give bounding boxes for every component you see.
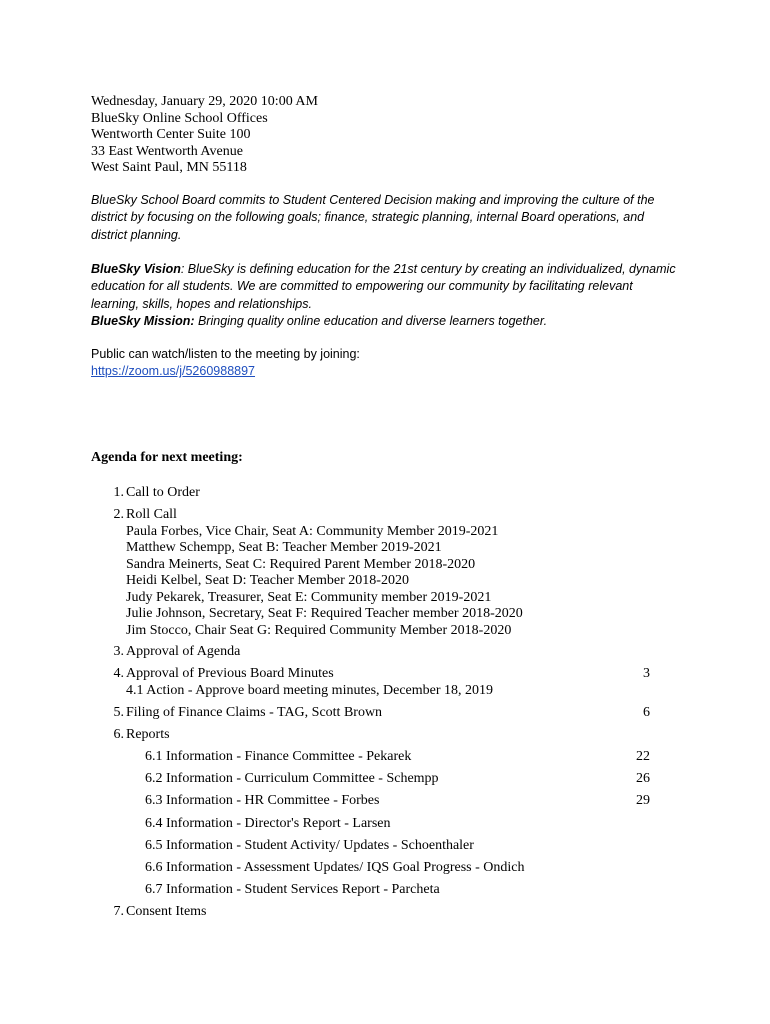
item-label: Reports — [126, 727, 170, 742]
public-text: Public can watch/listen to the meeting by joining: — [91, 347, 360, 361]
meeting-datetime: Wednesday, January 29, 2020 10:00 AM — [91, 94, 318, 109]
item-number: 4. — [113, 666, 124, 681]
mission-label: BlueSky Mission: — [91, 313, 195, 328]
item-page: 3 — [643, 666, 650, 681]
mission-line — [91, 313, 676, 330]
report-page: 29 — [636, 793, 650, 808]
vision-text: : BlueSky is defining education for the 21st century by creating an individualized, dynamic — [180, 262, 676, 276]
agenda-title: Agenda for next meeting: — [91, 450, 243, 465]
report-label: 6.3 Information - HR Committee - Forbes — [145, 793, 380, 808]
report-page: 22 — [636, 749, 650, 764]
meeting-city: West Saint Paul, MN 55118 — [91, 160, 247, 176]
commitment-line: BlueSky School Board commits to Student Centered Decision making and improving the culture of the — [91, 193, 655, 207]
item-number: 6. — [113, 727, 124, 742]
vision-mission — [91, 261, 676, 330]
roll-call-member: Julie Johnson, Secretary, Seat F: Required Teacher member 2018-2020 — [126, 606, 523, 621]
roll-call-member: Judy Pekarek, Treasurer, Seat E: Community member 2019-2021 — [126, 589, 492, 605]
item-label: Approval of Previous Board Minutes — [126, 666, 334, 681]
vision-line-3: learning, skills, hopes and relationships. — [91, 296, 312, 311]
report-label: 6.7 Information - Student Services Report - Parcheta — [145, 882, 440, 897]
item-number: 1. — [113, 485, 124, 500]
board-commitment — [91, 192, 655, 244]
roll-call-member: Paula Forbes, Vice Chair, Seat A: Community Member 2019-2021 — [126, 523, 499, 539]
public-access — [91, 346, 360, 381]
item-number: 5. — [113, 705, 124, 720]
commitment-line: district planning. — [91, 227, 182, 242]
item-label: Approval of Agenda — [126, 644, 241, 659]
item-label: Consent Items — [126, 904, 207, 919]
zoom-link[interactable]: https://zoom.us/j/5260988897 — [91, 364, 256, 379]
item-label: Filing of Finance Claims - TAG, Scott Brown — [126, 705, 383, 720]
vision-label: BlueSky Vision — [91, 262, 181, 276]
roll-call-member: Sandra Meinerts, Seat C: Required Parent Member 2018-2020 — [126, 556, 476, 572]
commitment-line: district by focusing on the following goals; finance, strategic planning, internal Board operations, and — [91, 210, 645, 225]
minutes-sub-item: 4.1 Action - Approve board meeting minutes, December 18, 2019 — [126, 682, 494, 698]
vision-line-1 — [91, 261, 676, 278]
meeting-street: 33 East Wentworth Avenue — [91, 143, 243, 159]
meeting-header — [91, 94, 318, 177]
report-label: 6.1 Information - Finance Committee - Pekarek — [145, 749, 412, 764]
roll-call-member: Heidi Kelbel, Seat D: Teacher Member 2018-2020 — [126, 573, 409, 588]
item-number: 7. — [113, 904, 124, 919]
report-label: 6.4 Information - Director's Report - Larsen — [145, 816, 391, 831]
item-label: Roll Call — [126, 507, 177, 522]
report-page: 26 — [636, 771, 650, 786]
report-label: 6.6 Information - Assessment Updates/ IQS Goal Progress - Ondich — [145, 860, 525, 875]
roll-call-member: Jim Stocco, Chair Seat G: Required Community Member 2018-2020 — [126, 622, 512, 638]
report-label: 6.5 Information - Student Activity/ Updates - Schoenthaler — [145, 838, 474, 853]
meeting-location: BlueSky Online School Offices — [91, 110, 268, 126]
vision-line-2: education for all students. We are committed to empowering our community by facilitating relevant — [91, 279, 633, 294]
item-number: 2. — [113, 507, 124, 522]
roll-call-member: Matthew Schempp, Seat B: Teacher Member 2019-2021 — [126, 540, 442, 555]
item-label: Call to Order — [126, 485, 200, 500]
mission-text: Bringing quality online education and diverse learners together. — [194, 313, 548, 328]
item-page: 6 — [643, 705, 650, 720]
item-number: 3. — [113, 644, 124, 659]
meeting-suite: Wentworth Center Suite 100 — [91, 127, 251, 143]
report-label: 6.2 Information - Curriculum Committee - Schempp — [145, 771, 439, 786]
